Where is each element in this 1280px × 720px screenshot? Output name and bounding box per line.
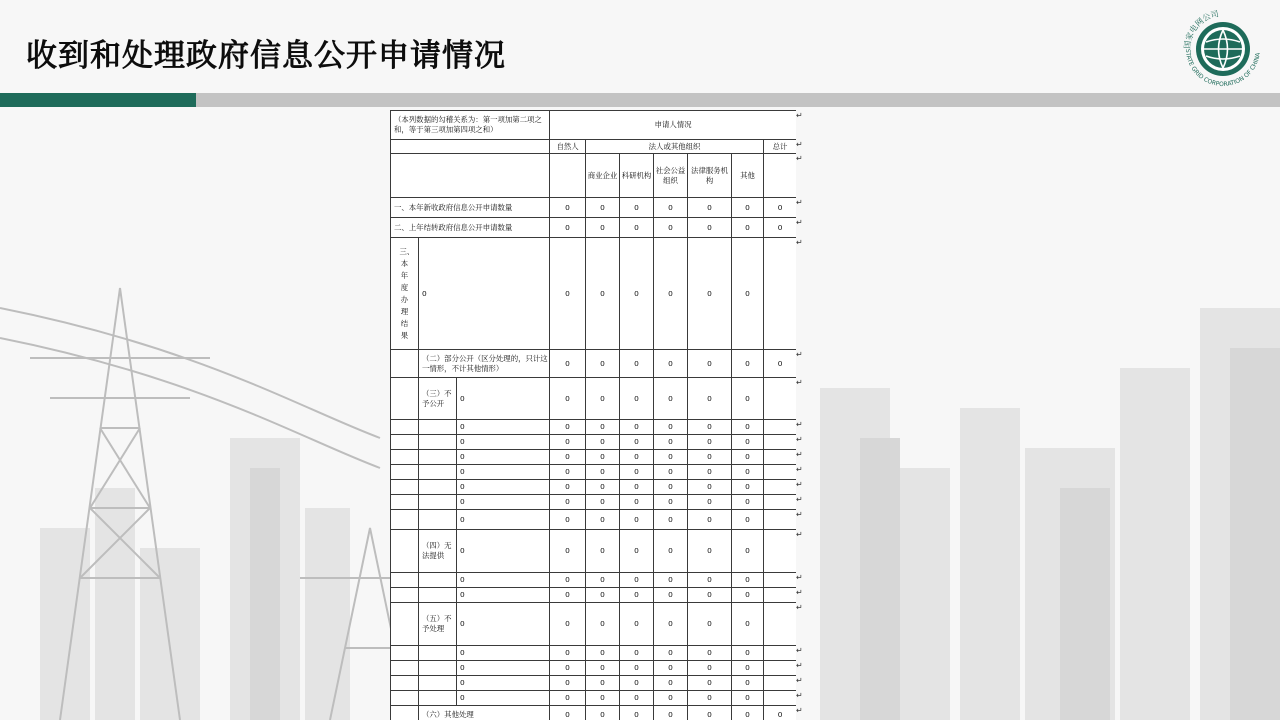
cell-value: 0 <box>688 198 732 218</box>
paragraph-mark-icon: ↵ <box>796 588 803 597</box>
cell-value: 0 <box>764 350 796 378</box>
paragraph-mark-icon: ↵ <box>796 603 803 612</box>
cell-value: 0 <box>586 378 620 420</box>
row-label: 0 <box>457 661 550 676</box>
row-label: 0 <box>457 573 550 588</box>
paragraph-mark-icon: ↵ <box>796 140 803 149</box>
cell-value: 0 <box>732 510 764 530</box>
cell-value: 0 <box>654 646 688 661</box>
row-label: （二）部分公开（区分处理的，只计这一情形，不计其他情形） <box>419 350 550 378</box>
cell-value: 0 <box>550 706 586 720</box>
cell-value: 0 <box>688 450 732 465</box>
table-row <box>391 378 797 420</box>
cell-value: 0 <box>620 238 654 350</box>
cell-value: 0 <box>654 676 688 691</box>
title-bar-gray <box>196 93 1280 107</box>
cell-value: 0 <box>654 510 688 530</box>
table-row <box>391 510 797 530</box>
cell-value: 0 <box>620 465 654 480</box>
cell-value: 0 <box>732 465 764 480</box>
cell-value: 0 <box>732 218 764 238</box>
row-label: 0 <box>457 510 550 530</box>
cell-value: 0 <box>586 691 620 706</box>
cell-value: 0 <box>550 510 586 530</box>
paragraph-mark-icon: ↵ <box>796 198 803 207</box>
table-row <box>391 480 797 495</box>
group3-label: （三）不予公开 <box>419 378 457 420</box>
cell-value: 0 <box>654 706 688 720</box>
cell-value: 0 <box>620 706 654 720</box>
cell-value: 0 <box>550 435 586 450</box>
cell-value: 0 <box>620 646 654 661</box>
cell-value: 0 <box>550 378 586 420</box>
cell-value: 0 <box>586 676 620 691</box>
header-commercial: 商业企业 <box>586 154 620 198</box>
paragraph-mark-icon: ↵ <box>796 646 803 655</box>
paragraph-mark-icon: ↵ <box>796 420 803 429</box>
cell-value: 0 <box>732 350 764 378</box>
cell-value: 0 <box>620 691 654 706</box>
table-row <box>391 530 797 573</box>
cell-value: 0 <box>654 495 688 510</box>
row-label: 0 <box>457 603 550 646</box>
cell-value: 0 <box>732 603 764 646</box>
row-label: 0 <box>457 676 550 691</box>
cell-value: 0 <box>586 646 620 661</box>
cell-value: 0 <box>620 450 654 465</box>
slide-title: 收到和处理政府信息公开申请情况 <box>26 38 506 74</box>
cell-value: 0 <box>654 480 688 495</box>
cell-value: 0 <box>654 573 688 588</box>
paragraph-mark-icon: ↵ <box>796 691 803 700</box>
table-row <box>391 198 797 218</box>
cell-value: 0 <box>654 218 688 238</box>
logo-text-en: STATE GRID CORPORATION OF CHINA <box>1183 48 1262 89</box>
paragraph-mark-icon: ↵ <box>796 495 803 504</box>
cell-value: 0 <box>654 350 688 378</box>
cell-value: 0 <box>654 238 688 350</box>
row-label: 0 <box>419 238 550 350</box>
cell-value: 0 <box>688 646 732 661</box>
cell-value: 0 <box>688 661 732 676</box>
cell-value: 0 <box>550 198 586 218</box>
cell-value: 0 <box>620 603 654 646</box>
cell-value: 0 <box>586 198 620 218</box>
table-row <box>391 661 797 676</box>
cell-value: 0 <box>688 218 732 238</box>
cell-value: 0 <box>550 480 586 495</box>
cell-value: 0 <box>732 378 764 420</box>
application-statistics-table <box>390 110 796 720</box>
cell-value: 0 <box>586 530 620 573</box>
row-label: 0 <box>457 378 550 420</box>
cell-value: 0 <box>732 495 764 510</box>
header-legal-service: 法律服务机构 <box>688 154 732 198</box>
paragraph-mark-icon: ↵ <box>796 111 803 120</box>
cell-value: 0 <box>586 435 620 450</box>
cell-value: 0 <box>688 706 732 720</box>
table-row <box>391 420 797 435</box>
cell-value: 0 <box>550 603 586 646</box>
cell-value: 0 <box>620 435 654 450</box>
cell-value: 0 <box>654 420 688 435</box>
cell-value: 0 <box>586 603 620 646</box>
cell-value: 0 <box>654 691 688 706</box>
row-label: 一、本年新收政府信息公开申请数量 <box>391 198 550 218</box>
cell-value: 0 <box>550 450 586 465</box>
cell-value: 0 <box>764 218 796 238</box>
table-row <box>391 588 797 603</box>
cell-value: 0 <box>654 378 688 420</box>
cell-value: 0 <box>688 603 732 646</box>
cell-value: 0 <box>688 676 732 691</box>
cell-value: 0 <box>732 588 764 603</box>
state-grid-logo-icon <box>1176 8 1270 90</box>
header-natural-person: 自然人 <box>550 140 586 154</box>
cell-value: 0 <box>586 350 620 378</box>
cell-value: 0 <box>550 465 586 480</box>
row-label: 0 <box>457 450 550 465</box>
cell-value: 0 <box>550 238 586 350</box>
table-row <box>391 495 797 510</box>
cell-value: 0 <box>732 238 764 350</box>
cell-value: 0 <box>764 706 796 720</box>
cell-value: 0 <box>688 350 732 378</box>
paragraph-mark-icon: ↵ <box>796 218 803 227</box>
cell-value: 0 <box>586 573 620 588</box>
paragraph-mark-icon: ↵ <box>796 238 803 247</box>
cell-value: 0 <box>586 420 620 435</box>
paragraph-mark-icon: ↵ <box>796 510 803 519</box>
header-row-3 <box>391 154 797 198</box>
cell-value: 0 <box>586 706 620 720</box>
cell-value: 0 <box>620 420 654 435</box>
table-row <box>391 573 797 588</box>
cell-value: 0 <box>732 573 764 588</box>
row-label: 0 <box>457 691 550 706</box>
row-label: 0 <box>457 530 550 573</box>
paragraph-mark-icon: ↵ <box>796 661 803 670</box>
table-row <box>391 238 797 350</box>
cell-value: 0 <box>732 480 764 495</box>
header-note: （本列数据的勾稽关系为：第一项加第二项之和，等于第三项加第四项之和） <box>391 111 550 140</box>
cell-value: 0 <box>732 198 764 218</box>
cell-value: 0 <box>620 218 654 238</box>
paragraph-mark-icon: ↵ <box>796 480 803 489</box>
row-label: 0 <box>457 480 550 495</box>
cell-value: 0 <box>688 420 732 435</box>
table-row <box>391 691 797 706</box>
cell-value: 0 <box>654 465 688 480</box>
application-table-document <box>390 110 796 720</box>
group5-label: （五）不予处理 <box>419 603 457 646</box>
table-row <box>391 218 797 238</box>
logo-text-cn: 国家电网公司 <box>1182 9 1220 50</box>
row-label: 0 <box>457 435 550 450</box>
cell-value: 0 <box>654 530 688 573</box>
cell-value: 0 <box>654 588 688 603</box>
cell-value: 0 <box>732 530 764 573</box>
header-total: 总计 <box>764 140 796 154</box>
row-label: 0 <box>457 465 550 480</box>
cell-value: 0 <box>550 588 586 603</box>
cell-value: 0 <box>620 378 654 420</box>
cell-value: 0 <box>620 530 654 573</box>
cell-value: 0 <box>620 480 654 495</box>
cell-value: 0 <box>764 198 796 218</box>
title-bar-green <box>0 93 196 107</box>
section3-label: 三、本年度办理结果 <box>391 238 419 350</box>
cell-value: 0 <box>688 588 732 603</box>
cell-value: 0 <box>586 510 620 530</box>
cell-value: 0 <box>688 573 732 588</box>
table-row <box>391 450 797 465</box>
cell-value: 0 <box>586 480 620 495</box>
cell-value: 0 <box>732 420 764 435</box>
header-applicant: 申请人情况 <box>550 111 796 140</box>
cell-value: 0 <box>732 646 764 661</box>
cell-value: 0 <box>586 450 620 465</box>
cell-value: 0 <box>620 661 654 676</box>
cell-value: 0 <box>688 480 732 495</box>
table-row <box>391 465 797 480</box>
header-row-1 <box>391 111 797 140</box>
row-label: 0 <box>457 646 550 661</box>
cell-value: 0 <box>688 378 732 420</box>
cell-value: 0 <box>620 495 654 510</box>
paragraph-mark-icon: ↵ <box>796 378 803 387</box>
cell-value: 0 <box>688 435 732 450</box>
cell-value: 0 <box>688 465 732 480</box>
cell-value: 0 <box>654 435 688 450</box>
row-label: 0 <box>457 420 550 435</box>
row-label: 0 <box>457 495 550 510</box>
cell-value: 0 <box>654 661 688 676</box>
paragraph-mark-icon: ↵ <box>796 465 803 474</box>
cell-value: 0 <box>550 495 586 510</box>
row-label: （六）其他处理 <box>419 706 550 720</box>
row-label: 二、上年结转政府信息公开申请数量 <box>391 218 550 238</box>
table-row <box>391 603 797 646</box>
cell-value: 0 <box>550 350 586 378</box>
row-label: 0 <box>457 588 550 603</box>
paragraph-marks-column <box>796 110 806 720</box>
cell-value: 0 <box>620 573 654 588</box>
cell-value: 0 <box>550 218 586 238</box>
header-research: 科研机构 <box>620 154 654 198</box>
cell-value: 0 <box>732 661 764 676</box>
header-row-2 <box>391 140 797 154</box>
header-legal-org: 法人或其他组织 <box>586 140 764 154</box>
cell-value: 0 <box>550 420 586 435</box>
paragraph-mark-icon: ↵ <box>796 706 803 715</box>
paragraph-mark-icon: ↵ <box>796 450 803 459</box>
cell-value: 0 <box>732 435 764 450</box>
paragraph-mark-icon: ↵ <box>796 676 803 685</box>
paragraph-mark-icon: ↵ <box>796 154 803 163</box>
cell-value: 0 <box>732 691 764 706</box>
cell-value: 0 <box>688 495 732 510</box>
cell-value: 0 <box>586 238 620 350</box>
cell-value: 0 <box>550 691 586 706</box>
paragraph-mark-icon: ↵ <box>796 573 803 582</box>
cell-value: 0 <box>688 510 732 530</box>
cell-value: 0 <box>620 350 654 378</box>
cell-value: 0 <box>550 573 586 588</box>
cell-value: 0 <box>732 706 764 720</box>
cell-value: 0 <box>688 691 732 706</box>
group4-label: （四）无法提供 <box>419 530 457 573</box>
cell-value: 0 <box>586 218 620 238</box>
cell-value: 0 <box>688 238 732 350</box>
cell-value: 0 <box>620 198 654 218</box>
paragraph-mark-icon: ↵ <box>796 350 803 359</box>
cell-value: 0 <box>688 530 732 573</box>
header-social: 社会公益组织 <box>654 154 688 198</box>
cell-value: 0 <box>550 530 586 573</box>
cell-value: 0 <box>550 646 586 661</box>
cell-value: 0 <box>654 450 688 465</box>
cell-value: 0 <box>732 676 764 691</box>
cell-value: 0 <box>586 588 620 603</box>
cell-value: 0 <box>550 661 586 676</box>
table-row <box>391 646 797 661</box>
header-other: 其他 <box>732 154 764 198</box>
cell-value: 0 <box>620 676 654 691</box>
table-row <box>391 350 797 378</box>
cell-value: 0 <box>586 661 620 676</box>
table-row <box>391 435 797 450</box>
table-row <box>391 676 797 691</box>
cell-value: 0 <box>654 198 688 218</box>
cell-value: 0 <box>586 495 620 510</box>
cell-value: 0 <box>732 450 764 465</box>
paragraph-mark-icon: ↵ <box>796 435 803 444</box>
paragraph-mark-icon: ↵ <box>796 530 803 539</box>
table-row <box>391 706 797 720</box>
cell-value: 0 <box>654 603 688 646</box>
cell-value: 0 <box>620 588 654 603</box>
cell-value: 0 <box>620 510 654 530</box>
cell-value: 0 <box>586 465 620 480</box>
cell-value: 0 <box>550 676 586 691</box>
